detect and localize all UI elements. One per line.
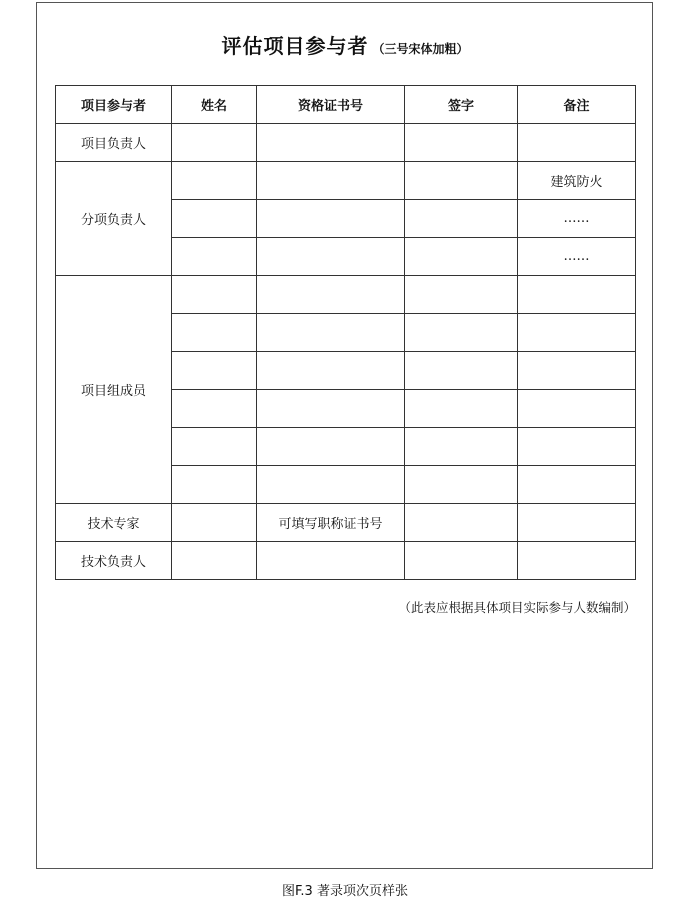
- name-cell[interactable]: [172, 390, 257, 428]
- header-remark: 备注: [518, 86, 636, 124]
- sign-cell[interactable]: [405, 124, 518, 162]
- name-cell[interactable]: [172, 200, 257, 238]
- remark-cell[interactable]: [518, 124, 636, 162]
- name-cell[interactable]: [172, 314, 257, 352]
- table-row: [56, 124, 636, 162]
- participants-table: [55, 85, 636, 580]
- cert-cell[interactable]: [257, 276, 405, 314]
- name-cell[interactable]: [172, 504, 257, 542]
- sign-cell[interactable]: [405, 542, 518, 580]
- title-main: 评估项目参与者: [221, 34, 369, 58]
- table-row: [56, 542, 636, 580]
- name-cell[interactable]: [172, 238, 257, 276]
- title-sub: （三号宋体加粗）: [372, 42, 469, 56]
- sign-cell[interactable]: [405, 504, 518, 542]
- name-cell[interactable]: [172, 542, 257, 580]
- sign-cell[interactable]: [405, 428, 518, 466]
- header-role: 项目参与者: [56, 86, 172, 124]
- cert-cell-expert-note: 可填写职称证书号: [257, 504, 405, 542]
- sign-cell[interactable]: [405, 390, 518, 428]
- cert-cell[interactable]: [257, 352, 405, 390]
- cert-cell[interactable]: [257, 124, 405, 162]
- header-row: [56, 86, 636, 124]
- cert-cell[interactable]: [257, 466, 405, 504]
- table-note: （此表应根据具体项目实际参与人数编制）: [398, 600, 636, 615]
- remark-fire: 建筑防火: [518, 162, 636, 200]
- sign-cell[interactable]: [405, 200, 518, 238]
- figure-caption: 图F.3 著录项次页样张: [282, 884, 408, 899]
- name-cell[interactable]: [172, 466, 257, 504]
- remark-ellipsis: ……: [518, 238, 636, 276]
- cert-cell[interactable]: [257, 200, 405, 238]
- name-cell[interactable]: [172, 352, 257, 390]
- remark-ellipsis: ……: [518, 200, 636, 238]
- remark-cell[interactable]: [518, 542, 636, 580]
- role-sub-lead: 分项负责人: [56, 162, 172, 276]
- table-row: [56, 162, 636, 200]
- cert-cell[interactable]: [257, 390, 405, 428]
- table-row: [56, 504, 636, 542]
- remark-cell[interactable]: [518, 428, 636, 466]
- role-tech-lead: 技术负责人: [56, 542, 172, 580]
- page-title: [0, 30, 690, 59]
- header-sign: 签字: [405, 86, 518, 124]
- sign-cell[interactable]: [405, 162, 518, 200]
- remark-cell[interactable]: [518, 504, 636, 542]
- role-member: 项目组成员: [56, 276, 172, 504]
- cert-cell[interactable]: [257, 238, 405, 276]
- cert-cell[interactable]: [257, 314, 405, 352]
- remark-cell[interactable]: [518, 352, 636, 390]
- header-cert: 资格证书号: [257, 86, 405, 124]
- header-name: 姓名: [172, 86, 257, 124]
- cert-cell[interactable]: [257, 542, 405, 580]
- cert-cell[interactable]: [257, 428, 405, 466]
- name-cell[interactable]: [172, 428, 257, 466]
- cert-cell[interactable]: [257, 162, 405, 200]
- sign-cell[interactable]: [405, 238, 518, 276]
- sign-cell[interactable]: [405, 466, 518, 504]
- role-expert: 技术专家: [56, 504, 172, 542]
- remark-cell[interactable]: [518, 390, 636, 428]
- table-row: [56, 276, 636, 314]
- sign-cell[interactable]: [405, 352, 518, 390]
- role-project-lead: 项目负责人: [56, 124, 172, 162]
- remark-cell[interactable]: [518, 314, 636, 352]
- name-cell[interactable]: [172, 124, 257, 162]
- remark-cell[interactable]: [518, 276, 636, 314]
- sign-cell[interactable]: [405, 276, 518, 314]
- remark-cell[interactable]: [518, 466, 636, 504]
- name-cell[interactable]: [172, 162, 257, 200]
- sign-cell[interactable]: [405, 314, 518, 352]
- name-cell[interactable]: [172, 276, 257, 314]
